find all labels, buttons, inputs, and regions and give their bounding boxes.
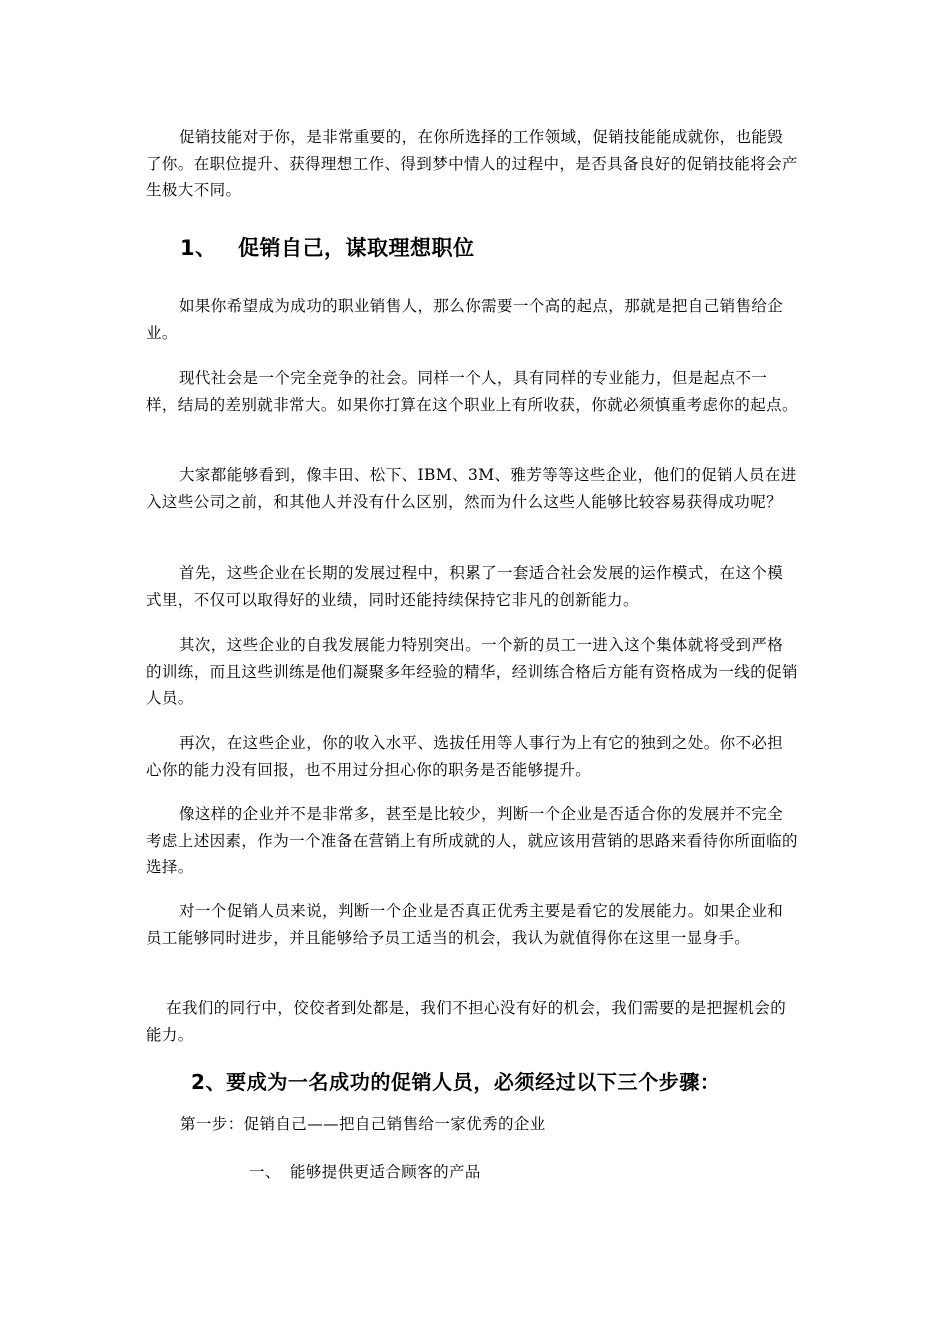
- intro-paragraph: 促销技能对于你，是非常重要的，在你所选择的工作领域，促销技能能成就你，也能毁了你。在职位提升、获得理想工作、得到梦中情人的过程中，是否具备良好的促销技能将会产生极大不同。: [146, 128, 798, 199]
- sub-item: [249, 1160, 481, 1182]
- body-paragraph: 如果你希望成为成功的职业销售人，那么你需要一个高的起点，那就是把自己销售给企业。: [146, 297, 784, 342]
- body-paragraph: 首先，这些企业在长期的发展过程中，积累了一套适合社会发展的运作模式，在这个模式里，不仅可以取得好的业绩，同时还能持续保持它非凡的创新能力。: [146, 564, 784, 609]
- section-heading-1: [180, 232, 475, 262]
- section-number: 1、: [180, 236, 217, 260]
- sub-item-text: 能够提供更适合顾客的产品: [290, 1163, 481, 1181]
- body-paragraph: 在我们的同行中，佼佼者到处都是，我们不担心没有好的机会，我们需要的是把握机会的能力。: [146, 999, 787, 1044]
- section-title: 促销自己，谋取理想职位: [238, 236, 475, 260]
- body-paragraph: 对一个促销人员来说，判断一个企业是否真正优秀主要是看它的发展能力。如果企业和员工能够同时进步，并且能够给予员工适当的机会，我认为就值得你在这里一显身手。: [146, 902, 784, 947]
- body-paragraph: 再次，在这些企业，你的收入水平、选拔任用等人事行为上有它的独到之处。你不必担心你的能力没有回报，也不用过分担心你的职务是否能够提升。: [146, 734, 784, 779]
- body-paragraph: 像这样的企业并不是非常多，甚至是比较少，判断一个企业是否适合你的发展并不完全考虑上述因素，作为一个准备在营销上有所成就的人，就应该用营销的思路来看待你所面临的选择。: [146, 805, 798, 876]
- step-one-line: 第一步：促销自己——把自己销售给一家优秀的企业: [180, 1115, 546, 1133]
- section-heading-2: 2、要成为一名成功的促销人员，必须经过以下三个步骤：: [191, 1070, 721, 1094]
- sub-item-number: 一、: [249, 1163, 281, 1181]
- body-paragraph: 其次，这些企业的自我发展能力特别突出。一个新的员工一进入这个集体就将受到严格的训练，而且这些训练是他们凝聚多年经验的精华，经训练合格后方能有资格成为一线的促销人员。: [146, 636, 798, 707]
- body-paragraph: 大家都能够看到，像丰田、松下、IBM、3M、雅芳等等这些企业，他们的促销人员在进入这些公司之前，和其他人并没有什么区别，然而为什么这些人能够比较容易获得成功呢？: [146, 466, 797, 511]
- body-paragraph: 现代社会是一个完全竞争的社会。同样一个人，具有同样的专业能力，但是起点不一样，结局的差别就非常大。如果你打算在这个职业上有所收获，你就必须慎重考虑你的起点。: [146, 369, 798, 414]
